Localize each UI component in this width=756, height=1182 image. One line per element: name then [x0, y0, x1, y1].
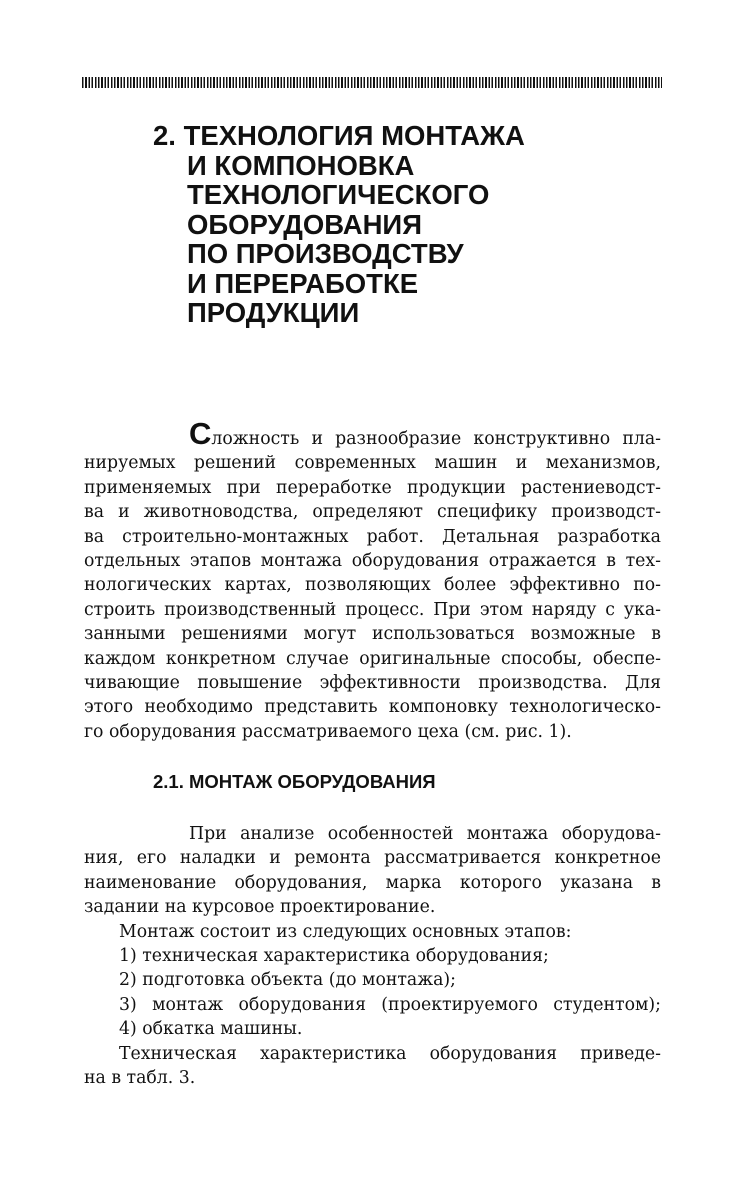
stage-item: 2) подготовка объекта (до монтажа);	[119, 970, 457, 991]
text-line: задании на курсовое проектирование.	[84, 897, 436, 918]
drop-cap: С	[189, 416, 212, 451]
stage-item: 3) монтаж оборудования (проектируемого студентом);	[119, 994, 661, 1015]
chapter-title-line: ПРОДУКЦИИ	[187, 297, 360, 328]
text-line: го оборудования рассматриваемого цеха (см. рис. 1).	[84, 721, 572, 742]
chapter-title-line: ТЕХНОЛОГИЧЕСКОГО	[187, 179, 490, 210]
text-line: нируемых решений современных машин и механизмов,	[84, 453, 661, 474]
chapter-title-line: ОБОРУДОВАНИЯ	[187, 208, 422, 240]
top-decorative-rule	[82, 77, 662, 88]
text-line: чивающие повышение эффективности производства. Для	[84, 673, 661, 694]
chapter-title-line: 2. ТЕХНОЛОГИЯ МОНТАЖА	[153, 120, 525, 151]
stages-intro: Монтаж состоит из следующих основных этапов:	[119, 921, 572, 942]
text-line: каждом конкретном случае оригинальные способы, обеспе-	[84, 648, 661, 669]
stage-item: 1) техническая характеристика оборудования;	[119, 946, 549, 967]
text-line: ва и животноводства, определяют специфику производст-	[84, 502, 661, 523]
text-line: нологических картах, позволяющих более эффективно по-	[84, 575, 661, 596]
chapter-title	[153, 121, 673, 328]
text-line: строить производственный процесс. При этом наряду с ука-	[84, 599, 661, 620]
chapter-title-line: И ПЕРЕРАБОТКЕ	[187, 267, 419, 299]
text-line: ва строительно-монтажных работ. Детальная разработка	[84, 526, 661, 547]
text-line: этого необходимо представить компоновку технологическо-	[84, 697, 661, 718]
text-line: ния, его наладки и ремонта рассматривается конкретное	[84, 848, 661, 869]
intro-paragraph	[84, 416, 661, 744]
chapter-title-line: ПО ПРОИЗВОДСТВУ	[187, 238, 464, 269]
chapter-title-line: И КОМПОНОВКА	[187, 149, 415, 181]
text-line: Техническая характеристика оборудования приведе-	[119, 1043, 661, 1064]
section-body	[84, 822, 661, 1090]
section-title: 2.1. МОНТАЖ ОБОРУДОВАНИЯ	[153, 771, 436, 792]
stage-item: 4) обкатка машины.	[119, 1019, 303, 1040]
text-line: применяемых при переработке продукции растениеводст-	[84, 477, 661, 498]
text-line: наименование оборудования, марка которого указана в	[84, 872, 661, 893]
text-line: При анализе особенностей монтажа оборудова-	[189, 824, 661, 844]
intro-first-line-text: ложность и разнообразие конструктивно пла-	[211, 429, 661, 449]
text-line: занными решениями могут использоваться возможные в	[84, 624, 661, 645]
text-line: на в табл. 3.	[84, 1068, 196, 1089]
text-line: отдельных этапов монтажа оборудования отражается в тех-	[84, 551, 661, 572]
intro-first-line	[84, 416, 661, 451]
